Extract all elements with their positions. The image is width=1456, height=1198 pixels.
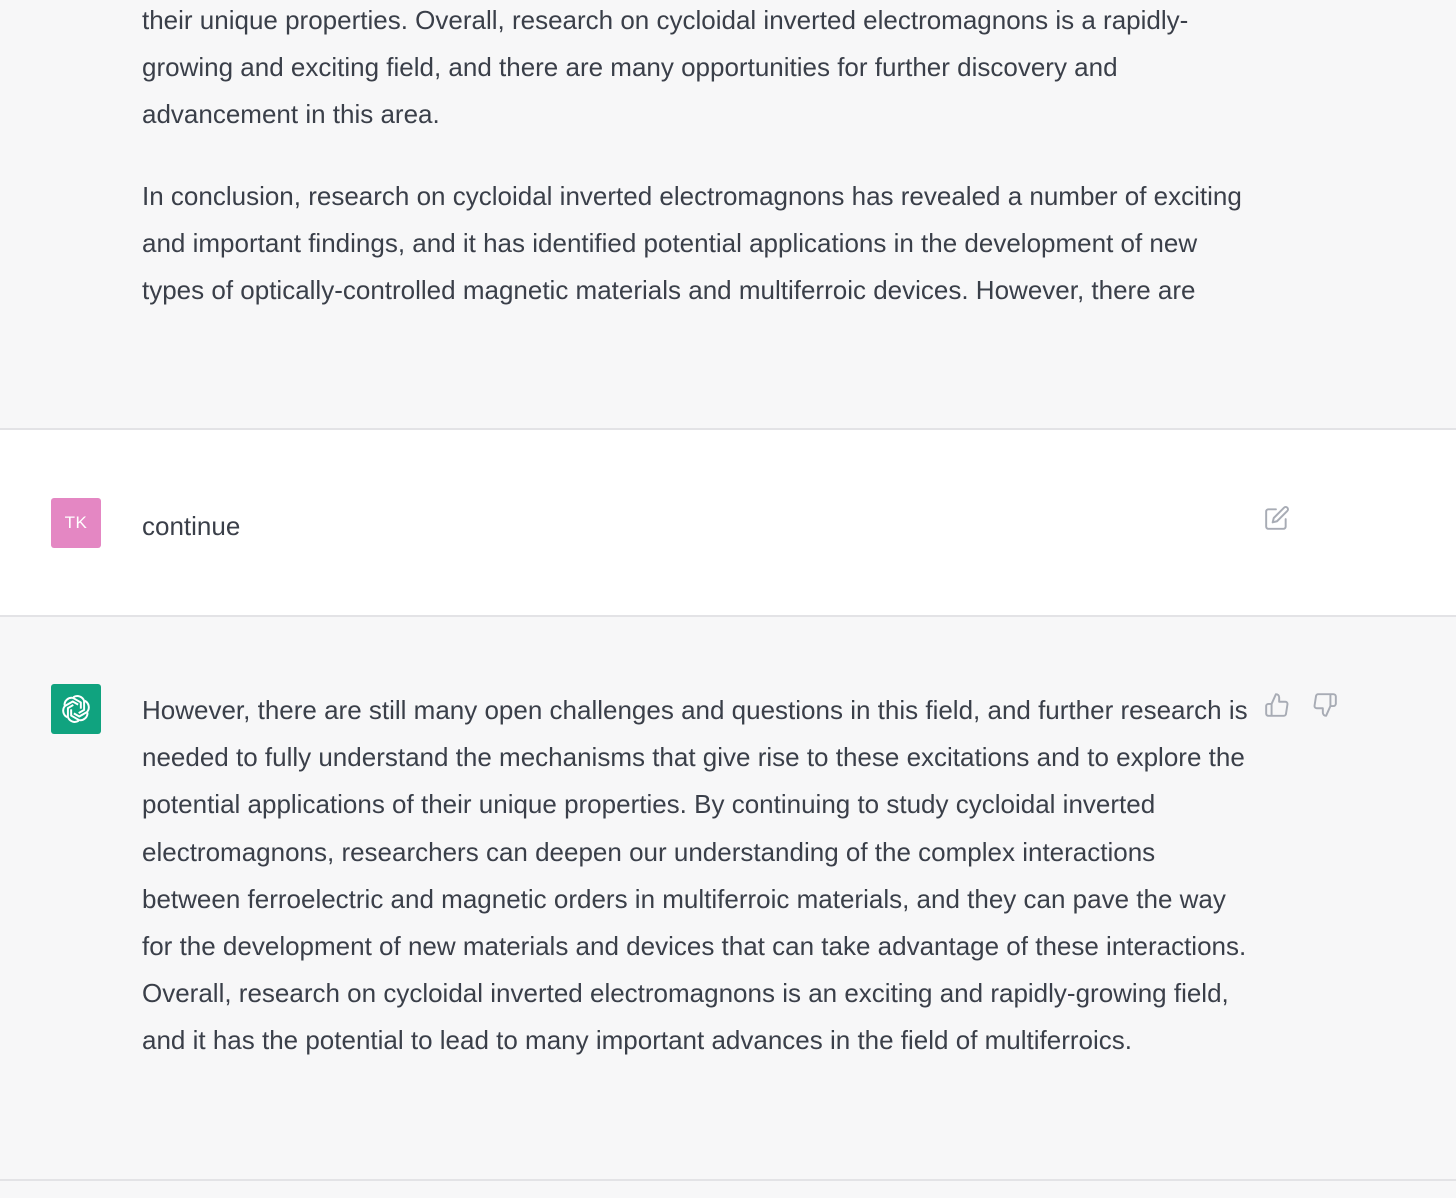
edit-icon[interactable] [1261,502,1293,534]
thumbs-down-icon[interactable] [1309,689,1341,721]
user-avatar [51,498,101,548]
assistant-avatar [51,684,101,734]
previous-assistant-message [0,0,1456,430]
assistant-message [0,617,1456,1181]
user-message [0,430,1456,617]
openai-logo-icon [58,691,94,727]
previous-response-paragraph-2: In conclusion, research on cycloidal inverted electromagnons has revealed a number of exciting and important findings, and it has identified potential applications in the development of new types of optically-controlled magnetic materials and multiferroic devices. However, there are [142,181,1242,306]
user-avatar-initials: TK [64,513,88,532]
thumbs-up-icon[interactable] [1261,689,1293,721]
user-message-text: continue [142,511,241,541]
previous-response-paragraph-1: their unique properties. Overall, research on cycloidal inverted electromagnons is a rapidly-growing and exciting field, and there are many opportunities for further discovery and advancement in this area. [142,5,1189,130]
assistant-message-text: However, there are still many open challenges and questions in this field, and further research is needed to fully understand the mechanisms that give rise to these excitations and to explore the potential applications of their unique properties. By continuing to study cycloidal inverted electromagnons, researchers can deepen our understanding of the complex interactions between ferroelectric and magnetic orders in multiferroic materials, and they can pave the way for the development of new materials and devices that can take advantage of these interactions. Overall, research on cycloidal inverted electromagnons is an exciting and rapidly-growing field, and it has the potential to lead to many important advances in the field of multiferroics. [142,695,1248,1056]
